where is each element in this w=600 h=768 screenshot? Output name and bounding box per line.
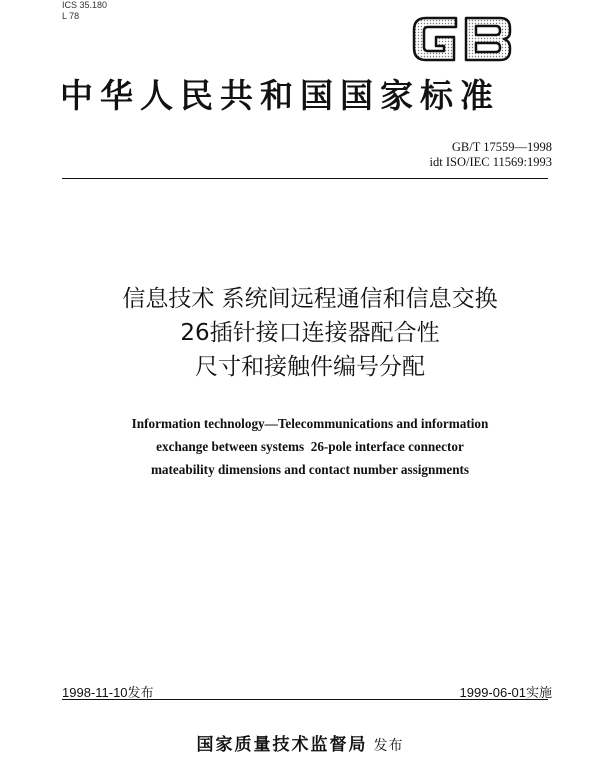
ics-code: ICS 35.180: [62, 0, 108, 10]
standard-equivalence: idt ISO/IEC 11569:1993: [429, 155, 552, 169]
chinese-title-line-1: 信息技术 系统间远程通信和信息交换: [122, 286, 498, 312]
english-title-line-3: mateability dimensions and contact number assignments: [150, 462, 470, 477]
english-title: [40, 412, 580, 481]
chinese-title-line-2: 26插针接口连接器配合性: [180, 320, 440, 346]
footer-divider: [62, 699, 548, 700]
issue-date: 1998-11-10发布: [62, 685, 154, 700]
chinese-title-line-3: 尺寸和接触件编号分配: [195, 354, 425, 380]
classification-code: [62, 0, 107, 22]
publisher-suffix: 发布: [373, 738, 404, 754]
org-title: 中华人民共和国国家标准: [60, 76, 500, 115]
implementation-date: 1999-06-01实施: [459, 685, 552, 700]
header-divider: [62, 178, 548, 179]
publisher: [0, 730, 600, 755]
publisher-name: 国家质量技术监督局: [196, 735, 368, 755]
standard-number: GB/T 17559—1998: [451, 140, 552, 154]
chinese-title: [40, 282, 580, 384]
gb-logo: [408, 10, 516, 68]
english-title-line-2: exchange between systems 26-pole interface connector: [156, 439, 464, 454]
ccs-code: L 78: [62, 11, 80, 21]
english-title-line-1: Information technology—Telecommunications and information: [131, 416, 489, 431]
standard-number-block: [430, 140, 552, 170]
